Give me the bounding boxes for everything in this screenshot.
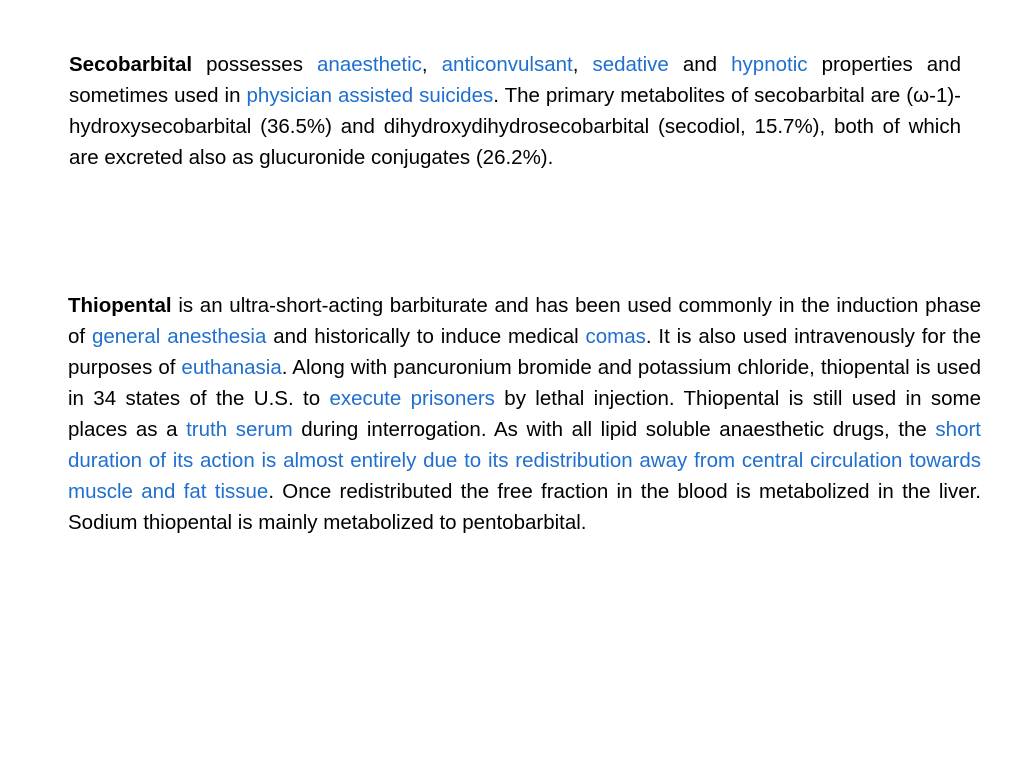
secobarbital-paragraph	[69, 49, 961, 173]
link-general-anesthesia[interactable]: general anesthesia	[91, 325, 267, 348]
link-sedative[interactable]: sedative	[592, 53, 669, 76]
text-run: and	[668, 53, 732, 76]
text-run: . The primary metabolites of secobarbital are (ω-1)-hydroxysecobarbital (36.5%) and dihydroxydihydrosecobarbital (secodiol, 15.7%), both of which are excreted also as glucuronide conjugates (26.2%).	[69, 84, 962, 169]
text-run: and historically to induce medical	[266, 325, 586, 348]
text-run: during interrogation. As with all lipid soluble anaesthetic drugs, the	[292, 418, 936, 441]
link-truth-serum[interactable]: truth serum	[186, 418, 293, 441]
link-hypnotic[interactable]: hypnotic	[731, 53, 808, 76]
text-run: properties and sometimes used in	[69, 53, 961, 107]
text-run: is an ultra-short-acting barbiturate and has been used commonly in the induction phase of	[68, 294, 981, 348]
text-run: possesses	[192, 53, 318, 76]
link-short-duration-redistribution[interactable]: short duration of its action is almost entirely due to its redistribution away from central circulation towards muscle and fat tissue	[68, 418, 981, 503]
text-run: ,	[421, 53, 442, 76]
link-euthanasia[interactable]: euthanasia	[181, 356, 282, 379]
text-run: ,	[572, 53, 593, 76]
text-run: . Once redistributed the free fraction in the blood is metabolized in the liver. Sodium thiopental is mainly metabolized to pentobarbital.	[68, 480, 981, 534]
link-physician-assisted-suicides[interactable]: physician assisted suicides	[246, 84, 494, 107]
link-comas[interactable]: comas	[585, 325, 646, 348]
text-run: . It is also used intravenously for the purposes of	[68, 325, 981, 379]
secobarbital-term: Secobarbital	[69, 53, 193, 76]
text-run: . Along with pancuronium bromide and potassium chloride, thiopental is used in 34 states of the U.S. to	[68, 356, 981, 410]
thiopental-paragraph	[68, 290, 981, 538]
link-anticonvulsant[interactable]: anticonvulsant	[441, 53, 573, 76]
link-anaesthetic[interactable]: anaesthetic	[317, 53, 422, 76]
thiopental-term: Thiopental	[68, 294, 172, 317]
text-run: by lethal injection. Thiopental is still used in some places as a	[68, 387, 981, 441]
link-execute-prisoners[interactable]: execute prisoners	[329, 387, 495, 410]
